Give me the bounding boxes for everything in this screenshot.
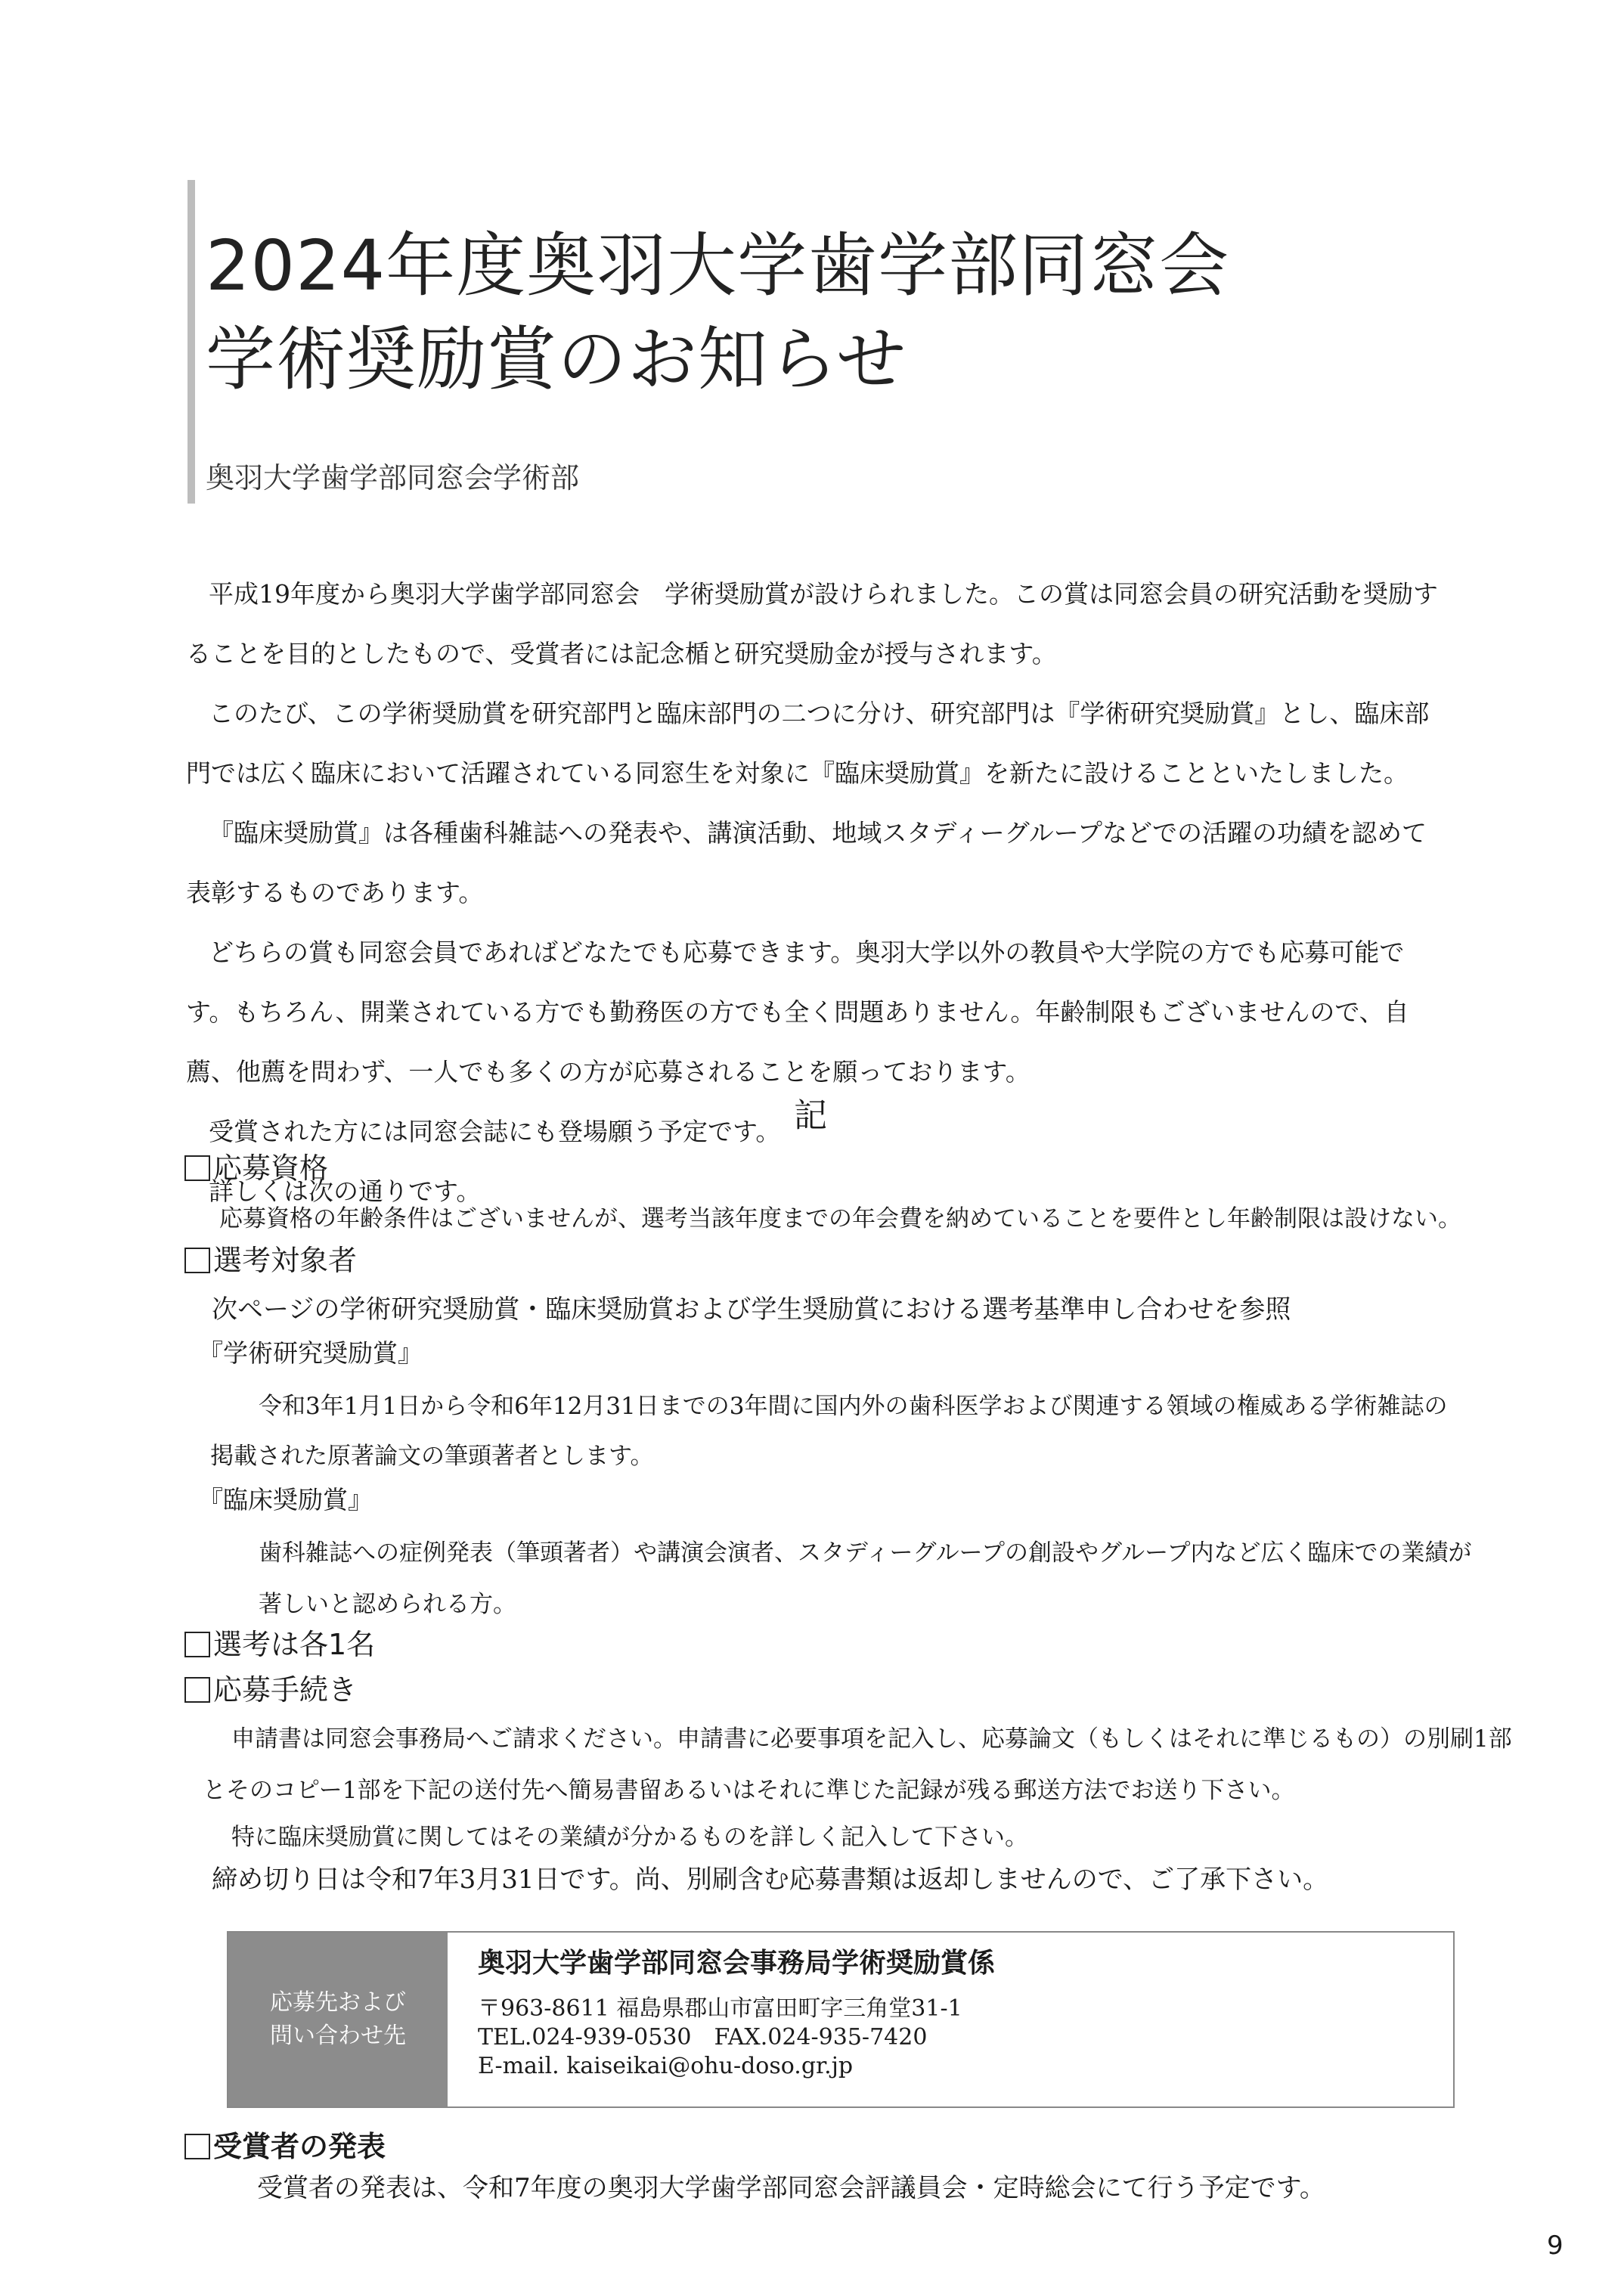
contact-tel-fax: TEL.024-939-0530 FAX.024-935-7420 xyxy=(478,2024,928,2051)
checkbox-icon xyxy=(184,1677,210,1703)
section-heading-text: 受賞者の発表 xyxy=(213,2130,386,2163)
section-target-heading xyxy=(184,1242,357,1279)
title-line-2: 学術奨励賞のお知らせ xyxy=(206,319,907,400)
section-selection-heading xyxy=(184,1626,375,1663)
checkbox-icon xyxy=(184,1632,210,1657)
intro-line: 平成19年度から奥羽大学歯学部同窓会 学術奨励賞が設けられました。この賞は同窓会員の研究活動を奨励す xyxy=(209,579,1438,609)
section-procedure-heading xyxy=(184,1671,357,1709)
checkbox-icon xyxy=(184,2134,210,2159)
procedure-line: 申請書は同窓会事務局へご請求ください。申請書に必要事項を記入し、応募論文（もしくはそれに準じるもの）の別刷1部 xyxy=(231,1725,1512,1753)
target-text: 次ページの学術研究奨励賞・臨床奨励賞および学生奨励賞における選考基準申し合わせを参照 xyxy=(212,1294,1291,1325)
title-accent-bar xyxy=(188,180,195,504)
title-line-1: 2024年度奥羽大学歯学部同窓会 xyxy=(206,225,1230,306)
research-award-line: 掲載された原著論文の筆頭著者とします。 xyxy=(210,1443,654,1470)
intro-line: 受賞された方には同窓会誌にも登場願う予定です。 xyxy=(209,1117,781,1146)
research-award-label: 『学術研究奨励賞』 xyxy=(198,1338,423,1368)
contact-label-line: 応募先および xyxy=(270,1989,406,2016)
page-title xyxy=(206,219,1229,407)
intro-line: す。もちろん、開業されている方でも勤務医の方でも全く問題ありません。年齢制限もございませんので、自 xyxy=(186,997,1409,1027)
section-heading-text: 応募資格 xyxy=(213,1152,329,1185)
section-heading-text: 選考対象者 xyxy=(213,1244,358,1277)
page-number: 9 xyxy=(1547,2230,1564,2261)
checkbox-icon xyxy=(184,1155,210,1181)
section-heading-text: 選考は各1名 xyxy=(213,1628,376,1661)
intro-line: このたび、この学術奨励賞を研究部門と臨床部門の二つに分け、研究部門は『学術研究奨励賞』とし、臨床部 xyxy=(209,699,1430,728)
contact-label-line: 問い合わせ先 xyxy=(270,2023,406,2049)
intro-line: 表彰するものであります。 xyxy=(186,878,484,907)
section-eligibility-heading xyxy=(184,1149,328,1187)
clinical-award-line: 著しいと認められる方。 xyxy=(259,1591,516,1618)
deadline-text: 締め切り日は令和7年3月31日です。尚、別刷含む応募書類は返却しませんので、ご了承下さい。 xyxy=(212,1865,1329,1895)
clinical-award-line: 歯科雑誌への症例発表（筆頭著者）や講演会演者、スタディーグループの創設やグループ内など広く臨床での業績が xyxy=(259,1539,1472,1567)
announcement-text: 受賞者の発表は、令和7年度の奥羽大学歯学部同窓会評議員会・定時総会にて行う予定です。 xyxy=(257,2173,1325,2203)
intro-line: ることを目的としたもので、受賞者には記念楯と研究奨励金が授与されます。 xyxy=(186,639,1057,668)
procedure-line: 特に臨床奨励賞に関してはその業績が分かるものを詳しく記入して下さい。 xyxy=(231,1824,1028,1851)
contact-email: E-mail. kaiseikai@ohu-doso.gr.jp xyxy=(478,2053,854,2079)
contact-box xyxy=(227,1931,1455,2108)
clinical-award-label: 『臨床奨励賞』 xyxy=(198,1485,373,1514)
intro-line: 薦、他薦を問わず、一人でも多くの方が応募されることを願っております。 xyxy=(186,1057,1030,1087)
intro-line: どちらの賞も同窓会員であればどなたでも応募できます。奥羽大学以外の教員や大学院の方でも応募可能で xyxy=(209,938,1405,967)
notice-mark: 記 xyxy=(794,1096,827,1135)
section-heading-text: 応募手続き xyxy=(213,1673,358,1707)
research-award-line: 令和3年1月1日から令和6年12月31日までの3年間に国内外の歯科医学および関連する領域の権威ある学術雑誌の xyxy=(259,1393,1448,1420)
contact-address: 〒963-8611 福島県郡山市富田町字三角堂31-1 xyxy=(478,1995,962,2022)
contact-details xyxy=(478,1942,995,2081)
contact-label-panel xyxy=(228,1933,448,2106)
issuing-department: 奥羽大学歯学部同窓会学術部 xyxy=(206,461,580,494)
intro-line: 詳しくは次の通りです。 xyxy=(209,1176,482,1206)
contact-organization: 奥羽大学歯学部同窓会事務局学術奨励賞係 xyxy=(478,1947,996,1979)
section-announcement-heading xyxy=(184,2128,386,2165)
checkbox-icon xyxy=(184,1248,210,1273)
procedure-line: とそのコピー1部を下記の送付先へ簡易書留あるいはそれに準じた記録が残る郵送方法でお送り下さい。 xyxy=(203,1777,1295,1804)
intro-line: 『臨床奨励賞』は各種歯科雑誌への発表や、講演活動、地域スタディーグループなどでの活躍の功績を認めて xyxy=(209,818,1427,848)
intro-line: 門では広く臨床において活躍されている同窓生を対象に『臨床奨励賞』を新たに設けることといたしました。 xyxy=(186,758,1409,788)
eligibility-text: 応募資格の年齢条件はございませんが、選考当該年度までの年会費を納めていることを要件とし年齢制限は設けない。 xyxy=(219,1205,1461,1232)
